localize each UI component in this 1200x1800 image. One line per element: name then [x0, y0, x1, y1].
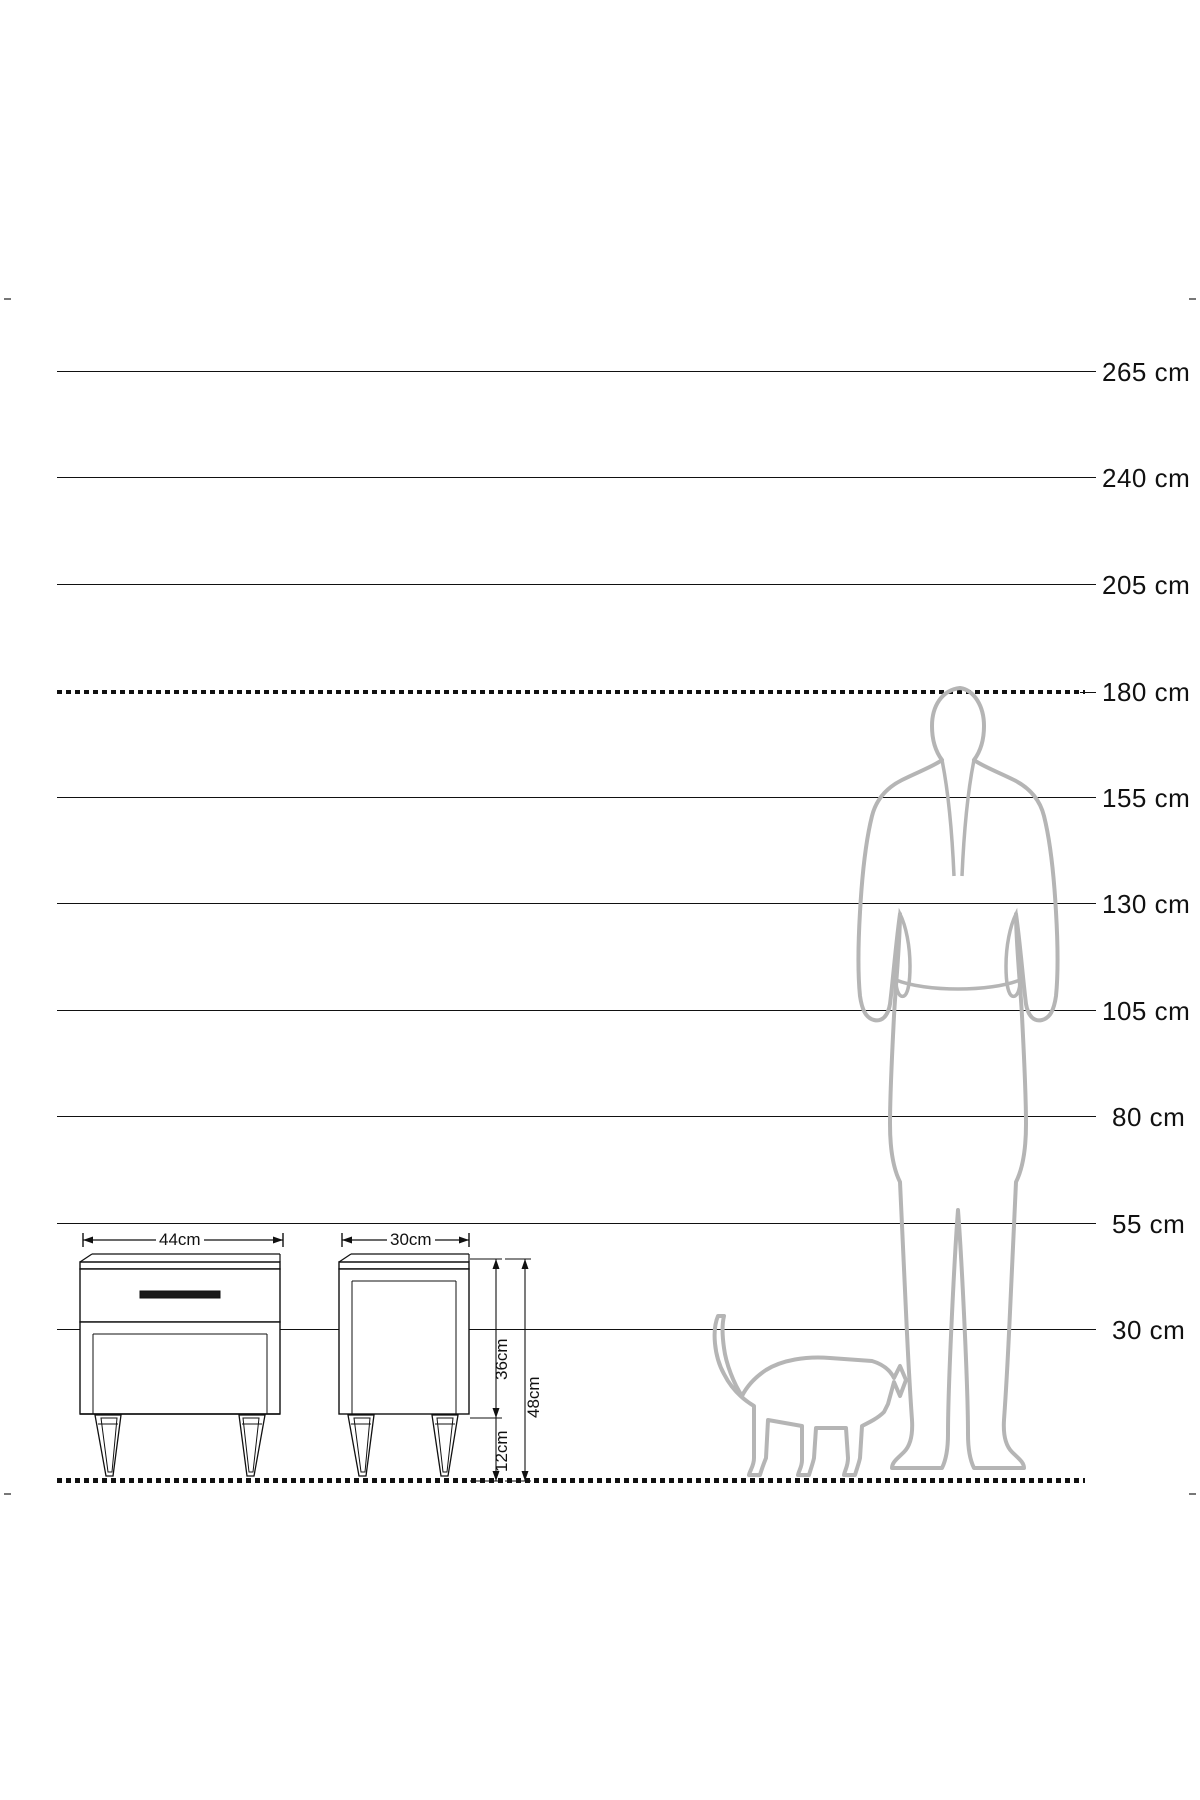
label-side-width: 30cm	[387, 1230, 435, 1250]
scale-label-155: 155 cm	[1102, 783, 1191, 813]
label-total-height: 48cm	[524, 1376, 543, 1418]
tick-dash-105	[1080, 1010, 1096, 1011]
scale-label-30: 30 cm	[1112, 1315, 1186, 1345]
label-front-width: 44cm	[156, 1230, 204, 1250]
scale-label-130: 130 cm	[1102, 889, 1191, 919]
tick-dash-130	[1080, 903, 1096, 904]
nightstand-front-view	[77, 1248, 289, 1487]
human-silhouette	[856, 680, 1076, 1490]
tick-dash-155	[1080, 797, 1096, 798]
corner-tick-top-right	[1189, 298, 1196, 300]
scale-line-240	[57, 477, 1080, 478]
scale-label-80: 80 cm	[1112, 1102, 1186, 1132]
scale-label-55: 55 cm	[1112, 1209, 1186, 1239]
tick-dash-55	[1080, 1223, 1096, 1224]
scale-line-205	[57, 584, 1080, 585]
scale-label-240: 240 cm	[1102, 463, 1191, 493]
dimension-total-height	[505, 1250, 535, 1493]
nightstand-side-view	[336, 1248, 478, 1487]
tick-dash-205	[1080, 584, 1096, 585]
tick-dash-240	[1080, 477, 1096, 478]
corner-tick-bottom-left	[4, 1493, 11, 1495]
label-leg-height: 12cm	[492, 1430, 511, 1472]
scale-line-265	[57, 371, 1080, 372]
scale-label-265: 265 cm	[1102, 357, 1191, 387]
tick-dash-30	[1080, 1329, 1096, 1330]
tick-dash-180	[1080, 692, 1096, 693]
label-body-height: 36cm	[492, 1338, 511, 1380]
tick-dash-265	[1080, 371, 1096, 372]
corner-tick-bottom-right	[1189, 1493, 1196, 1495]
tick-dash-80	[1080, 1116, 1096, 1117]
scale-label-180: 180 cm	[1102, 677, 1191, 707]
scale-label-105: 105 cm	[1102, 996, 1191, 1026]
corner-tick-top-left	[4, 298, 11, 300]
scale-label-205: 205 cm	[1102, 570, 1191, 600]
